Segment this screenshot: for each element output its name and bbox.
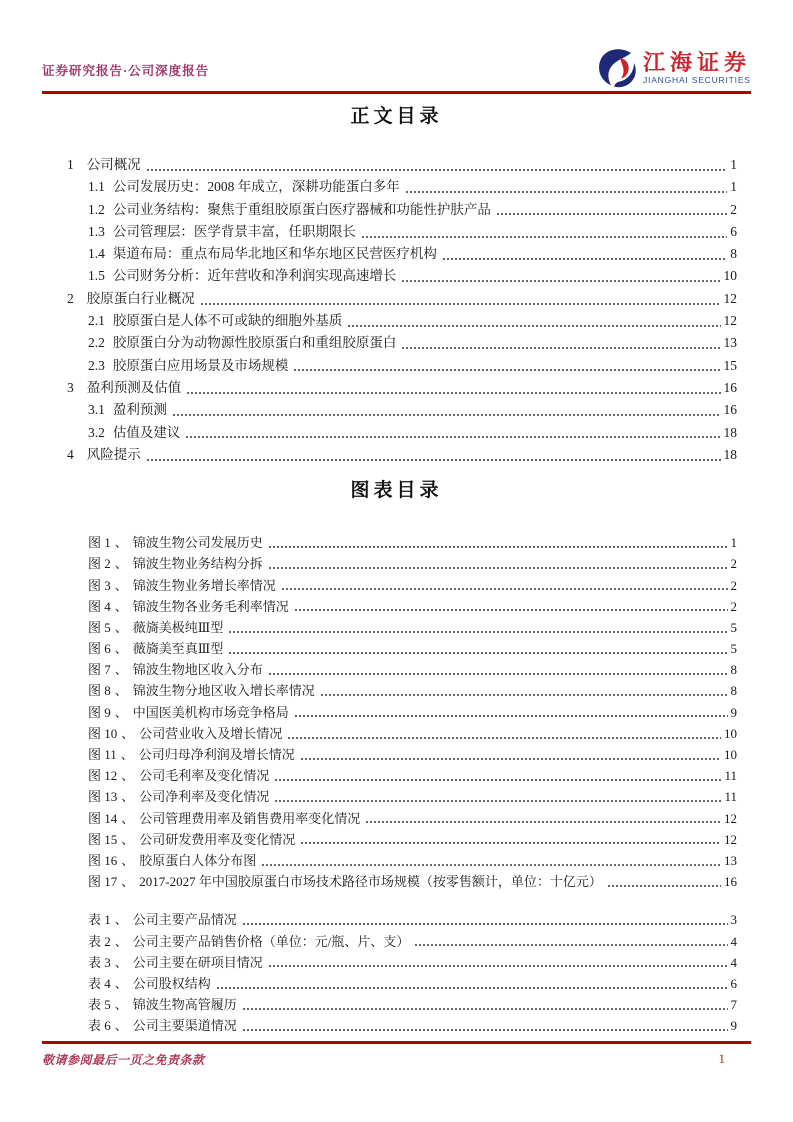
dot-leader xyxy=(268,952,728,973)
figure-entry-label: 胶原蛋白人体分布图 xyxy=(139,852,257,868)
toc-entry-number: 3.1 xyxy=(88,402,105,418)
dot-leader xyxy=(242,909,728,930)
figure-entry-number: 图 1 xyxy=(88,535,111,551)
header-divider xyxy=(42,91,751,94)
page-content xyxy=(42,104,751,1036)
toc-entry-page-number: 12 xyxy=(723,313,737,329)
table-entry-page-number: 4 xyxy=(730,954,737,970)
figure-entry-label: 锦波生物地区收入分布 xyxy=(132,662,263,678)
figure-entry[interactable] xyxy=(42,765,751,786)
table-entry-page-number: 3 xyxy=(730,912,737,928)
figure-entry-page-number: 16 xyxy=(724,874,737,890)
figure-entry-label: 公司营业收入及增长情况 xyxy=(139,725,283,741)
caption-separator: 、 xyxy=(114,933,128,949)
caption-separator: 、 xyxy=(121,810,135,826)
dot-leader xyxy=(281,575,728,596)
toc-entry-number: 3 xyxy=(67,379,74,395)
table-entry-page-number: 9 xyxy=(730,1018,737,1034)
figure-entry[interactable] xyxy=(42,617,751,638)
dot-leader xyxy=(320,680,728,701)
logo-text xyxy=(643,51,751,86)
dot-leader xyxy=(186,377,720,399)
toc-entry-page-number: 2 xyxy=(730,201,737,217)
figure-entry[interactable] xyxy=(42,553,751,574)
figure-entry[interactable] xyxy=(42,744,751,765)
figure-entry-page-number: 13 xyxy=(724,852,737,868)
page-footer xyxy=(42,1051,751,1068)
figure-entry-number: 图 14 xyxy=(88,810,118,826)
figure-entry-number: 图 5 xyxy=(88,619,111,635)
dot-leader xyxy=(228,617,727,638)
figure-entry-number: 图 16 xyxy=(88,852,118,868)
table-entry-page-number: 4 xyxy=(730,933,737,949)
dot-leader xyxy=(294,702,728,723)
figure-entry[interactable] xyxy=(42,850,751,871)
dot-leader xyxy=(496,199,727,221)
dot-leader xyxy=(361,221,727,243)
toc-entry[interactable] xyxy=(42,243,751,265)
page-number: 1 xyxy=(718,1051,725,1066)
toc-entry[interactable] xyxy=(42,310,751,332)
table-entry-page-number: 6 xyxy=(730,975,737,991)
caption-separator: 、 xyxy=(121,874,135,890)
dot-leader xyxy=(607,871,721,892)
figure-entry[interactable] xyxy=(42,575,751,596)
dot-leader xyxy=(414,931,727,952)
table-entry-number: 表 2 xyxy=(88,933,111,949)
figure-entry-number: 图 17 xyxy=(88,874,118,890)
table-entry-label: 公司主要产品情况 xyxy=(132,912,237,928)
figure-entry[interactable] xyxy=(42,871,751,892)
caption-separator: 、 xyxy=(120,747,134,763)
toc-entry-label: 盈利预测及估值 xyxy=(86,379,182,395)
figure-entry-label: 公司归母净利润及增长情况 xyxy=(138,747,295,763)
toc-entry-label: 风险提示 xyxy=(86,446,141,462)
figure-entry-page-number: 10 xyxy=(724,747,737,763)
figure-entry[interactable] xyxy=(42,596,751,617)
figure-entry-number: 图 4 xyxy=(88,598,111,614)
toc-entry-page-number: 12 xyxy=(723,290,737,306)
jianghai-logo-icon xyxy=(598,48,638,88)
table-entry[interactable] xyxy=(42,931,751,952)
table-entry[interactable] xyxy=(42,1015,751,1036)
figure-entry-label: 薇旖美至真Ⅲ型 xyxy=(132,641,224,657)
toc-entry-label: 公司财务分析：近年营收和净利润实现高速增长 xyxy=(112,268,397,284)
table-entry-number: 表 6 xyxy=(88,1018,111,1034)
caption-separator: 、 xyxy=(121,789,135,805)
toc-entry[interactable] xyxy=(42,399,751,421)
figure-entry-label: 锦波生物分地区收入增长率情况 xyxy=(132,683,315,699)
table-entry-label: 公司股权结构 xyxy=(132,975,211,991)
figure-entry-page-number: 1 xyxy=(730,535,737,551)
toc-entry-page-number: 1 xyxy=(730,157,737,172)
table-entry[interactable] xyxy=(42,973,751,994)
dot-leader xyxy=(242,994,728,1015)
figure-entry-label: 锦波生物公司发展历史 xyxy=(132,535,263,551)
figure-entry-page-number: 8 xyxy=(730,662,737,678)
dot-leader xyxy=(442,243,727,265)
toc-entry-label: 公司业务结构：聚焦于重组胶原蛋白医疗器械和功能性护肤产品 xyxy=(112,201,491,217)
dot-leader xyxy=(216,973,728,994)
table-entry-page-number: 7 xyxy=(730,997,737,1013)
figure-entry-number: 图 9 xyxy=(88,704,111,720)
toc-entry-page-number: 16 xyxy=(723,379,737,395)
dot-leader xyxy=(242,1015,728,1036)
figure-entry-number: 图 15 xyxy=(88,831,118,847)
figure-entry-page-number: 11 xyxy=(724,768,737,784)
figure-entry[interactable] xyxy=(42,723,751,744)
company-logo xyxy=(598,48,751,91)
dot-leader xyxy=(146,444,721,466)
toc-entry-page-number: 8 xyxy=(730,246,737,262)
caption-separator: 、 xyxy=(114,556,128,572)
toc-entry-page-number: 15 xyxy=(723,357,737,373)
caption-separator: 、 xyxy=(114,975,128,991)
figure-entry-label: 公司研发费用率及变化情况 xyxy=(139,831,296,847)
figure-entry[interactable] xyxy=(42,808,751,829)
caption-separator: 、 xyxy=(114,704,128,720)
dot-leader xyxy=(365,808,721,829)
figure-entry-page-number: 12 xyxy=(724,810,737,826)
toc-entry-number: 1.1 xyxy=(88,179,105,195)
toc-entry-page-number: 16 xyxy=(723,402,737,418)
figure-entry-number: 图 6 xyxy=(88,641,111,657)
caption-separator: 、 xyxy=(114,641,128,657)
toc-entry[interactable] xyxy=(42,422,751,444)
main-toc-title: 正文目录 xyxy=(350,106,443,127)
toc-entry-label: 盈利预测 xyxy=(112,402,167,418)
toc-entry-page-number: 18 xyxy=(723,424,737,440)
figure-entry-page-number: 5 xyxy=(730,641,737,657)
toc-entry[interactable] xyxy=(42,288,751,310)
toc-entry[interactable] xyxy=(42,199,751,221)
toc-entry-page-number: 18 xyxy=(723,446,737,462)
dot-leader xyxy=(261,850,721,871)
table-entry-label: 锦波生物高管履历 xyxy=(132,997,237,1013)
toc-entry-label: 公司管理层：医学背景丰富，任职期限长 xyxy=(112,223,356,239)
figure-entry[interactable] xyxy=(42,532,751,553)
figure-entry-label: 公司管理费用率及销售费用率变化情况 xyxy=(139,810,361,826)
figure-entry-page-number: 9 xyxy=(730,704,737,720)
figure-entry-label: 2017-2027 年中国胶原蛋白市场技术路径市场规模（按零售额计，单位：十亿元） xyxy=(139,874,602,890)
dot-leader xyxy=(405,176,728,198)
caption-separator: 、 xyxy=(114,997,128,1013)
toc-entry[interactable] xyxy=(42,332,751,354)
toc-entry-label: 胶原蛋白分为动物源性胶原蛋白和重组胶原蛋白 xyxy=(112,335,397,351)
toc-entry-page-number: 6 xyxy=(730,223,737,239)
toc-entry-label: 公司概况 xyxy=(86,157,141,172)
toc-entry-number: 2 xyxy=(67,290,74,306)
dot-leader xyxy=(268,553,728,574)
dot-leader xyxy=(294,596,728,617)
caption-separator: 、 xyxy=(114,662,128,678)
figure-entry-number: 图 2 xyxy=(88,556,111,572)
table-entry-number: 表 3 xyxy=(88,954,111,970)
figure-entry[interactable] xyxy=(42,702,751,723)
table-entry-number: 表 1 xyxy=(88,912,111,928)
figure-entry-label: 公司净利率及变化情况 xyxy=(139,789,270,805)
page-header xyxy=(42,0,751,91)
caption-separator: 、 xyxy=(121,725,135,741)
dot-leader xyxy=(274,765,721,786)
figure-entry-number: 图 11 xyxy=(88,747,117,763)
dot-leader xyxy=(347,310,720,332)
toc-entry-label: 胶原蛋白是人体不可或缺的细胞外基质 xyxy=(112,313,343,329)
toc-entry-number: 1.4 xyxy=(88,246,105,262)
figure-entry-number: 图 3 xyxy=(88,577,111,593)
figure-entry-page-number: 2 xyxy=(730,556,737,572)
main-toc-list xyxy=(42,154,751,466)
toc-entry-number: 1.3 xyxy=(88,223,105,239)
dot-leader xyxy=(268,659,728,680)
toc-entry-label: 胶原蛋白行业概况 xyxy=(86,290,195,306)
dot-leader xyxy=(146,154,728,176)
caption-separator: 、 xyxy=(114,683,128,699)
figure-entry-label: 锦波生物业务结构分拆 xyxy=(132,556,263,572)
figure-entry-page-number: 2 xyxy=(730,577,737,593)
figure-entry-number: 图 8 xyxy=(88,683,111,699)
table-entry[interactable] xyxy=(42,952,751,973)
dot-leader xyxy=(300,744,721,765)
toc-entry-label: 渠道布局：重点布局华北地区和华东地区民营医疗机构 xyxy=(112,246,437,262)
toc-entry-number: 1.2 xyxy=(88,201,105,217)
figure-entry-number: 图 13 xyxy=(88,789,118,805)
footer-divider xyxy=(42,1041,751,1044)
caption-separator: 、 xyxy=(121,768,135,784)
toc-entry-label: 胶原蛋白应用场景及市场规模 xyxy=(112,357,289,373)
figure-entry-page-number: 12 xyxy=(724,831,737,847)
caption-separator: 、 xyxy=(114,598,128,614)
toc-entry-number: 1.5 xyxy=(88,268,105,284)
toc-entry-number: 2.1 xyxy=(88,313,105,329)
report-type-label: 证券研究报告·公司深度报告 xyxy=(42,64,210,78)
figures-toc-list xyxy=(42,532,751,892)
toc-entry[interactable] xyxy=(42,377,751,399)
dot-leader xyxy=(401,332,720,354)
caption-separator: 、 xyxy=(114,912,128,928)
dot-leader xyxy=(200,288,721,310)
toc-entry-label: 估值及建议 xyxy=(112,424,181,440)
figure-entry[interactable] xyxy=(42,829,751,850)
caption-separator: 、 xyxy=(121,831,135,847)
logo-en-name: JIANGHAI SECURITIES xyxy=(642,74,751,85)
toc-entry[interactable] xyxy=(42,154,751,176)
caption-separator: 、 xyxy=(114,619,128,635)
dot-leader xyxy=(268,532,728,553)
toc-entry[interactable] xyxy=(42,221,751,243)
figure-entry-label: 锦波生物业务增长率情况 xyxy=(132,577,276,593)
toc-entry-number: 4 xyxy=(67,446,74,462)
toc-entry-number: 2.2 xyxy=(88,335,105,351)
table-entry-number: 表 4 xyxy=(88,975,111,991)
dot-leader xyxy=(293,355,720,377)
toc-entry-number: 2.3 xyxy=(88,357,105,373)
caption-separator: 、 xyxy=(114,1018,128,1034)
logo-cn-name: 江海证券 xyxy=(642,49,751,75)
toc-entry[interactable] xyxy=(42,355,751,377)
toc-entry-page-number: 13 xyxy=(723,335,737,351)
toc-entry-number: 1 xyxy=(67,157,74,172)
dot-leader xyxy=(401,265,720,287)
figure-entry-label: 中国医美机构市场竞争格局 xyxy=(132,704,289,720)
figure-entry-label: 薇旖美极纯Ⅲ型 xyxy=(132,619,224,635)
figure-entry-number: 图 12 xyxy=(88,768,118,784)
dot-leader xyxy=(172,399,721,421)
caption-separator: 、 xyxy=(114,535,128,551)
figure-entry-page-number: 10 xyxy=(724,725,737,741)
dot-leader xyxy=(300,829,721,850)
toc-entry-label: 公司发展历史：2008 年成立，深耕功能蛋白多年 xyxy=(112,179,400,195)
toc-entry[interactable] xyxy=(42,176,751,198)
dot-leader xyxy=(185,422,720,444)
figure-entry-number: 图 7 xyxy=(88,662,111,678)
toc-entry-page-number: 10 xyxy=(723,268,737,284)
toc-entry[interactable] xyxy=(42,265,751,287)
toc-entry-page-number: 1 xyxy=(730,179,737,195)
figure-entry-label: 锦波生物各业务毛利率情况 xyxy=(132,598,289,614)
toc-entry[interactable] xyxy=(42,444,751,466)
figure-entry-page-number: 8 xyxy=(730,683,737,699)
figure-entry-page-number: 2 xyxy=(730,598,737,614)
caption-separator: 、 xyxy=(114,954,128,970)
table-entry-number: 表 5 xyxy=(88,997,111,1013)
disclaimer-text: 敬请参阅最后一页之免责条款 xyxy=(42,1053,205,1067)
dot-leader xyxy=(287,723,721,744)
table-entry-label: 公司主要产品销售价格（单位：元/瓶、片、支） xyxy=(132,933,410,949)
table-entry-label: 公司主要在研项目情况 xyxy=(132,954,263,970)
caption-separator: 、 xyxy=(121,852,135,868)
figures-toc-title: 图表目录 xyxy=(350,480,443,502)
toc-entry-number: 3.2 xyxy=(88,424,105,440)
figure-entry-number: 图 10 xyxy=(88,725,118,741)
table-entry[interactable] xyxy=(42,909,751,930)
figure-entry[interactable] xyxy=(42,680,751,701)
caption-separator: 、 xyxy=(114,577,128,593)
table-entry[interactable] xyxy=(42,994,751,1015)
dot-leader xyxy=(274,786,721,807)
table-entry-label: 公司主要渠道情况 xyxy=(132,1018,237,1034)
figure-entry[interactable] xyxy=(42,786,751,807)
figure-entry[interactable] xyxy=(42,638,751,659)
figure-entry-label: 公司毛利率及变化情况 xyxy=(139,768,270,784)
dot-leader xyxy=(228,638,727,659)
figure-entry-page-number: 11 xyxy=(724,789,737,805)
tables-toc-list xyxy=(42,909,751,1036)
figure-entry-page-number: 5 xyxy=(730,619,737,635)
figure-entry[interactable] xyxy=(42,659,751,680)
